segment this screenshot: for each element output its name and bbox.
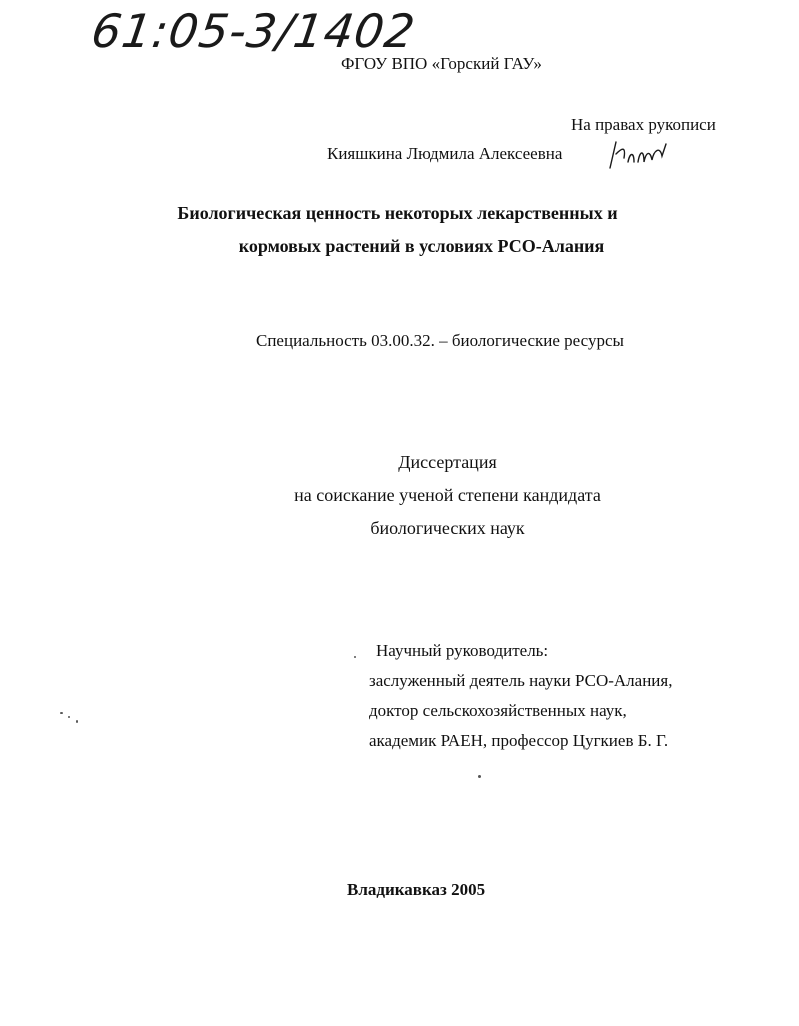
- scan-speck: [60, 712, 63, 714]
- dissertation-type: Диссертация: [398, 452, 497, 472]
- author-name: Кияшкина Людмила Алексеевна: [327, 144, 563, 163]
- specialty-line: Специальность 03.00.32. – биологические ресурсы: [256, 331, 624, 350]
- degree-purpose: на соискание ученой степени кандидата: [294, 485, 601, 505]
- dissertation-title-line-1: Биологическая ценность некоторых лекарственных и: [177, 203, 618, 223]
- scan-speck: [354, 656, 356, 658]
- city-year: Владикавказ 2005: [347, 880, 486, 899]
- scan-speck: [478, 775, 481, 778]
- dissertation-title-line-2: кормовых растений в условиях РСО-Алания: [238, 236, 605, 256]
- supervisor-name: академик РАЕН, профессор Цугкиев Б. Г.: [369, 731, 669, 750]
- scan-speck: [76, 720, 78, 723]
- author-signature: [604, 136, 676, 172]
- supervisor-label: Научный руководитель:: [376, 641, 549, 660]
- archive-code-handwritten: 61:05-3/1402: [88, 4, 419, 58]
- institution-name: ФГОУ ВПО «Горский ГАУ»: [341, 54, 542, 73]
- supervisor-title-2: доктор сельскохозяйственных наук,: [369, 701, 627, 720]
- degree-field: биологических наук: [370, 518, 525, 538]
- supervisor-title-1: заслуженный деятель науки РСО-Алания,: [369, 671, 673, 690]
- manuscript-rights-note: На правах рукописи: [571, 115, 716, 134]
- scan-speck: [68, 716, 70, 718]
